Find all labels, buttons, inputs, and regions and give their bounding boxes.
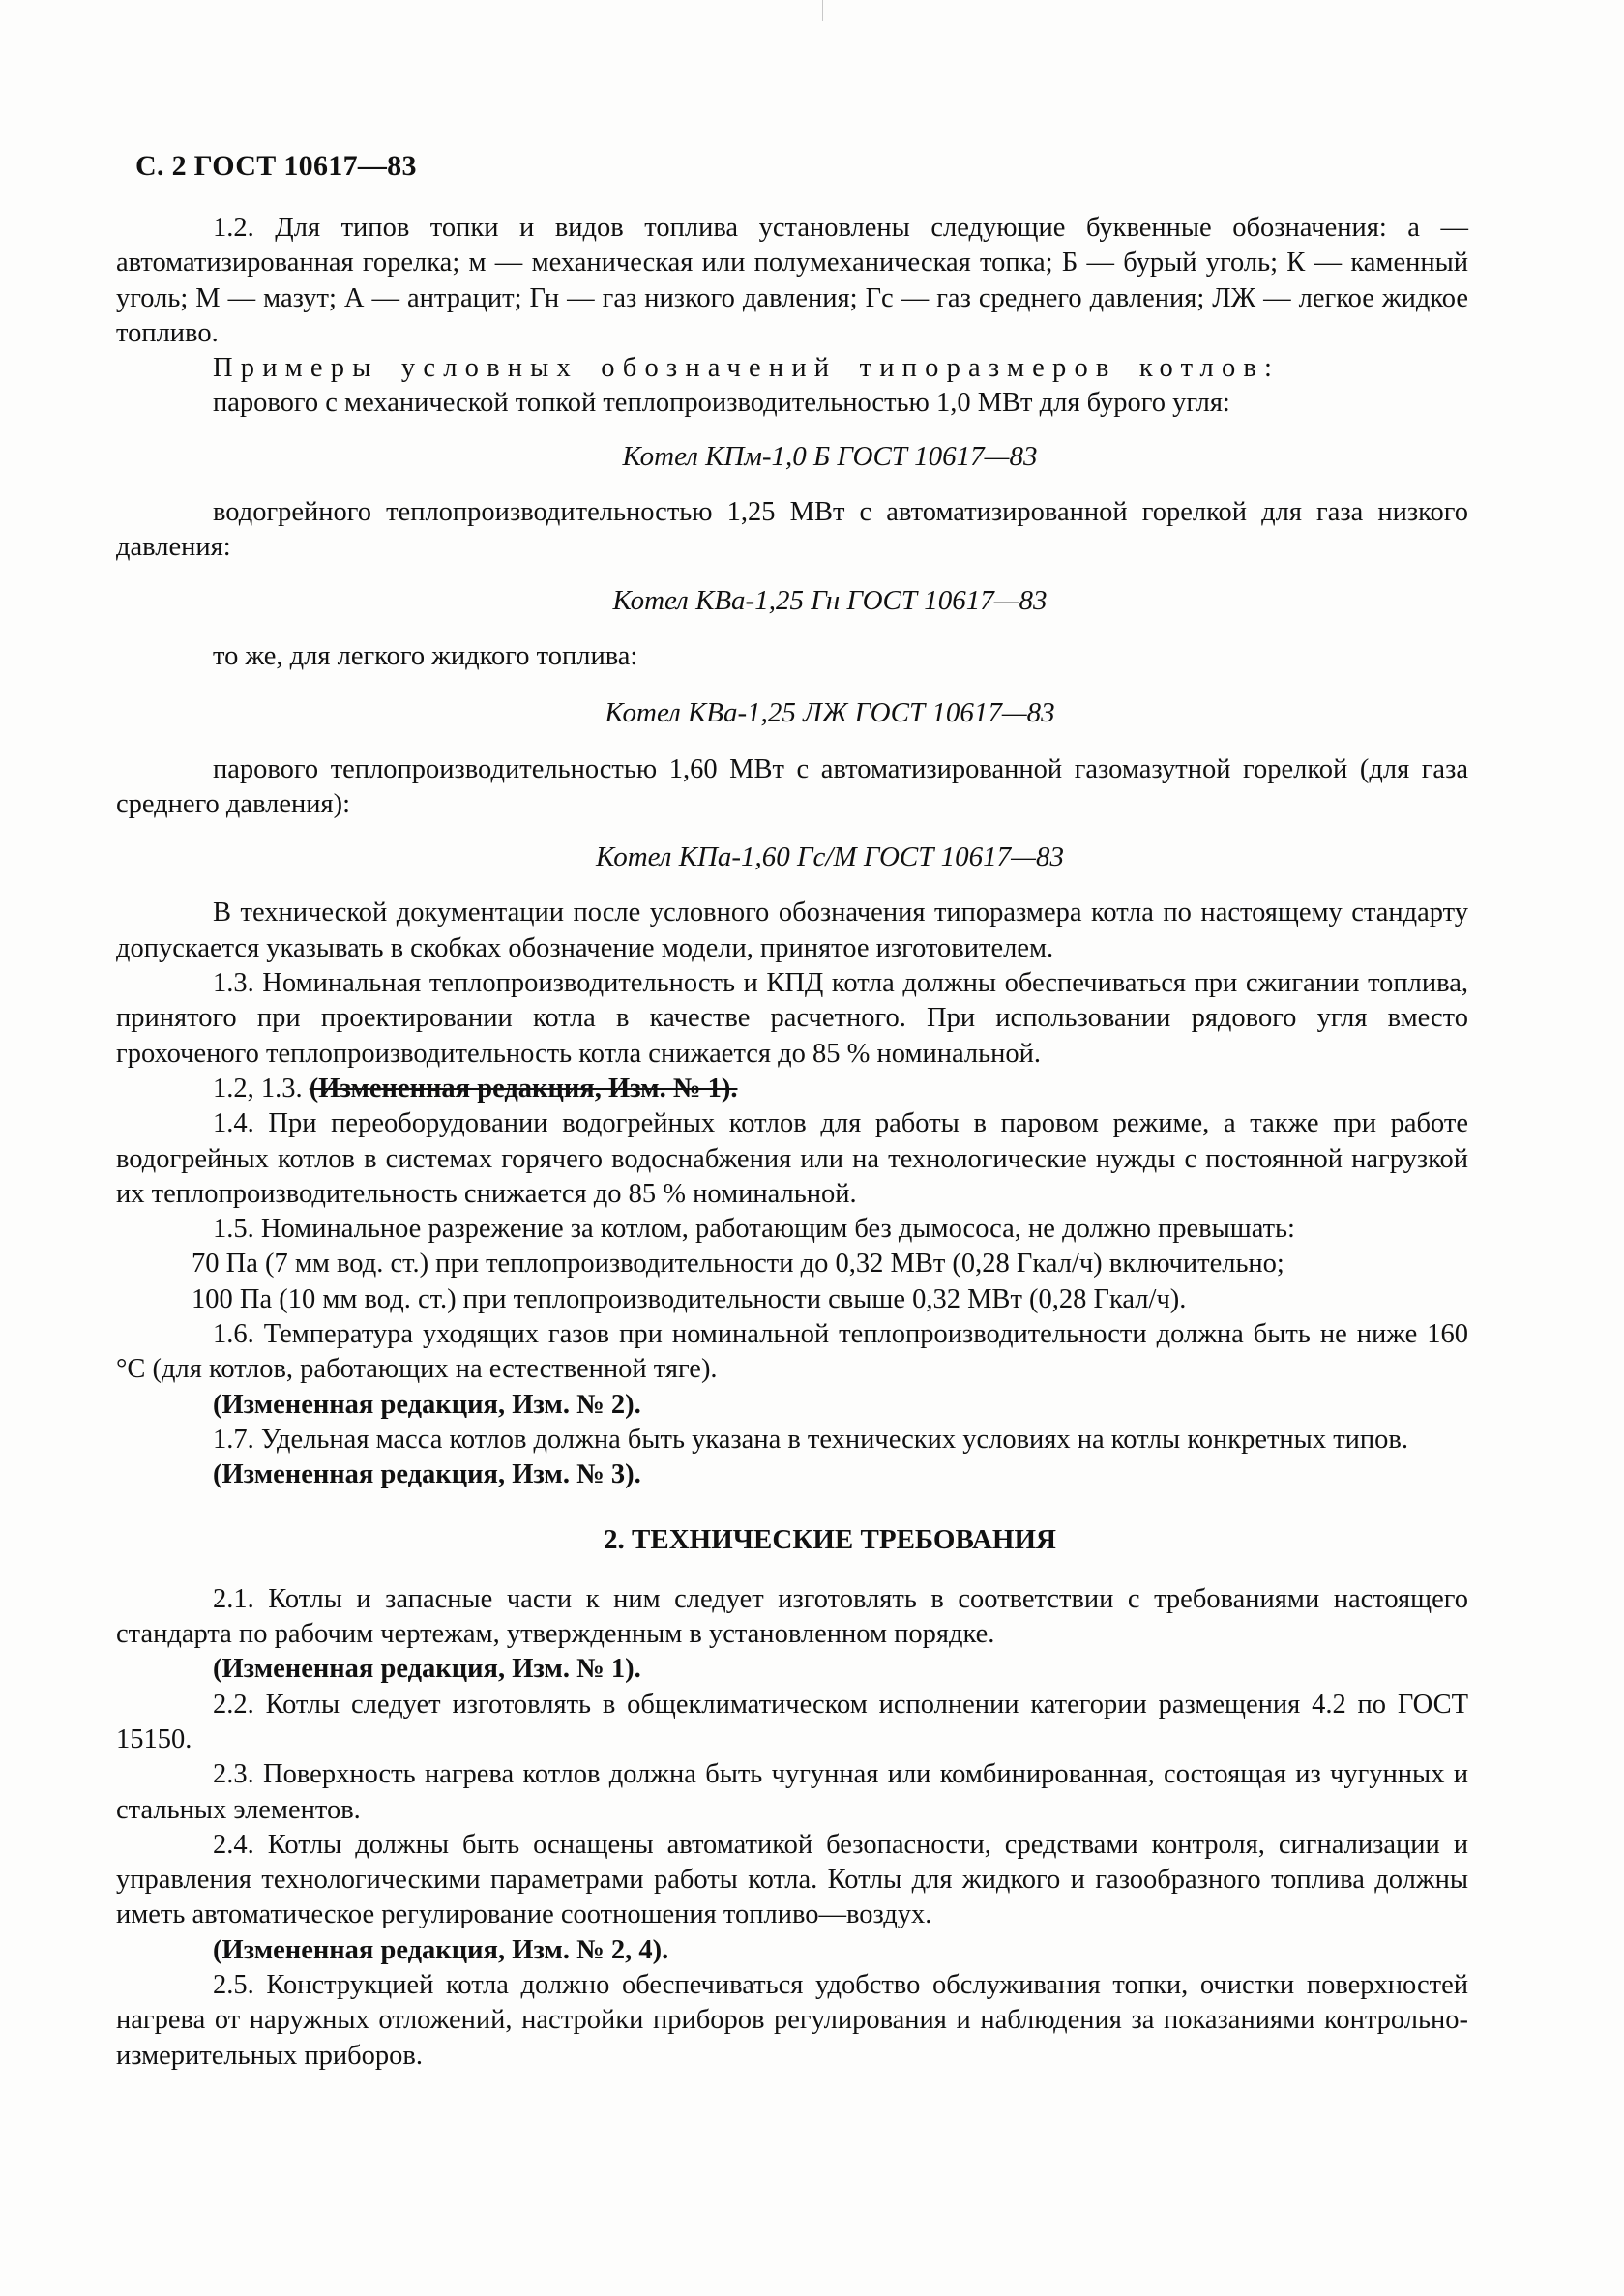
paragraph-1-4: 1.4. При переоборудовании водогрейных котлов для работы в паровом режиме, а также при работе водогрейных котлов в системах горячего водоснабжения или на технологические нужды с постоянной нагрузкой их теплопроизводительность снижается до 85 % номинальной. bbox=[116, 1108, 1468, 1209]
amendment-1-2-prefix: 1.2, 1.3. bbox=[213, 1073, 303, 1104]
paragraph-1-3: 1.3. Номинальная теплопроизводительность и КПД котла должны обеспечиваться при сжигании топлива, принятого при проектировании котла в качестве расчетного. При использовании рядового угля вместо грохоченого теплопроизводительность котла снижается до 85 % номинальной. bbox=[116, 968, 1468, 1069]
paragraph-1-5-a: 70 Па (7 мм вод. ст.) при теплопроизводительности до 0,32 МВт (0,28 Гкал/ч) включительно; bbox=[192, 1249, 1284, 1280]
examples-heading: Примеры условных обозначений типоразмеров котлов: bbox=[213, 353, 1281, 384]
paragraph-1-7: 1.7. Удельная масса котлов должна быть указана в технических условиях на котлы конкретных типов. bbox=[213, 1424, 1408, 1455]
paragraph-2-2: 2.2. Котлы следует изготовлять в общеклиматическом исполнении категории размещения 4.2 по ГОСТ 15150. bbox=[116, 1689, 1468, 1754]
paragraph-1-5-b: 100 Па (10 мм вод. ст.) при теплопроизводительности свыше 0,32 МВт (0,28 Гкал/ч). bbox=[192, 1283, 1187, 1314]
paragraph-1-6: 1.6. Температура уходящих газов при номинальной теплопроизводительности должна быть не ниже 160 °С (для котлов, работающих на естественной тяге). bbox=[116, 1319, 1468, 1385]
amendment-1-2-struck: (Измененная редакция, Изм. № 1). bbox=[309, 1073, 738, 1104]
example-1-code: Котел КПм-1,0 Б ГОСТ 10617—83 bbox=[622, 440, 1038, 472]
paragraph-2-3: 2.3. Поверхность нагрева котлов должна быть чугунная или комбинированная, состоящая из чугунных и стальных элементов. bbox=[116, 1759, 1468, 1825]
amendment-1: (Измененная редакция, Изм. № 1). bbox=[213, 1654, 641, 1685]
paragraph-2-4: 2.4. Котлы должны быть оснащены автоматикой безопасности, средствами контроля, сигнализации и управления технологическими параметрами работы котла. Котлы для жидкого и газообразного топлива должны иметь автоматическое регулирование соотношения топливо—воздух. bbox=[116, 1829, 1468, 1930]
amendment-3: (Измененная редакция, Изм. № 3). bbox=[213, 1459, 641, 1490]
paragraph-1-5: 1.5. Номинальное разрежение за котлом, работающим без дымососа, не должно превышать: bbox=[213, 1214, 1295, 1245]
paragraph-2-5: 2.5. Конструкцией котла должно обеспечиваться удобство обслуживания топки, очистки поверхностей нагрева от наружных отложений, настройки приборов регулирования и наблюдения за показаниями контрольно-измерительных приборов. bbox=[116, 1970, 1468, 2071]
document-body bbox=[116, 211, 1468, 2074]
example-4-text: парового теплопроизводительностью 1,60 МВт с автоматизированной газомазутной горелкой (для газа среднего давления): bbox=[116, 753, 1468, 819]
example-4-code: Котел КПа-1,60 Гс/М ГОСТ 10617—83 bbox=[596, 841, 1064, 873]
page-header: С. 2 ГОСТ 10617—83 bbox=[135, 150, 417, 182]
scan-mark bbox=[822, 0, 823, 21]
example-3-text: то же, для легкого жидкого топлива: bbox=[213, 640, 638, 671]
example-2-text: водогрейного теплопроизводительностью 1,25 МВт с автоматизированной горелкой для газа низкого давления: bbox=[116, 497, 1468, 563]
paragraph-techdoc: В технической документации после условного обозначения типоразмера котла по настоящему стандарту допускается указывать в скобках обозначение модели, принятое изготовителем. bbox=[116, 898, 1468, 963]
section-2-title: 2. ТЕХНИЧЕСКИЕ ТРЕБОВАНИЯ bbox=[604, 1523, 1056, 1555]
amendment-2-4: (Измененная редакция, Изм. № 2, 4). bbox=[213, 1934, 669, 1965]
example-3-code: Котел КВа-1,25 ЛЖ ГОСТ 10617—83 bbox=[605, 697, 1055, 729]
paragraph-2-1: 2.1. Котлы и запасные части к ним следует изготовлять в соответствии с требованиями настоящего стандарта по рабочим чертежам, утвержденным в установленном порядке. bbox=[116, 1583, 1468, 1650]
amendment-1-2-1-3 bbox=[192, 1072, 1468, 1106]
example-1-text: парового с механической топкой теплопроизводительностью 1,0 МВт для бурого угля: bbox=[213, 388, 1230, 419]
paragraph-1-2: 1.2. Для типов топки и видов топлива установлены следующие буквенные обозначения: а — автоматизированная горелка; м — механическая или полумеханическая топка; Б — бурый уголь; К — каменный уголь; М — мазут; А — антрацит; Гн — газ низкого давления; Гс — газ среднего давления; ЛЖ — легкое жидкое топливо. bbox=[116, 213, 1468, 348]
amendment-2: (Измененная редакция, Изм. № 2). bbox=[213, 1389, 641, 1420]
example-2-code: Котел КВа-1,25 Гн ГОСТ 10617—83 bbox=[612, 584, 1048, 616]
